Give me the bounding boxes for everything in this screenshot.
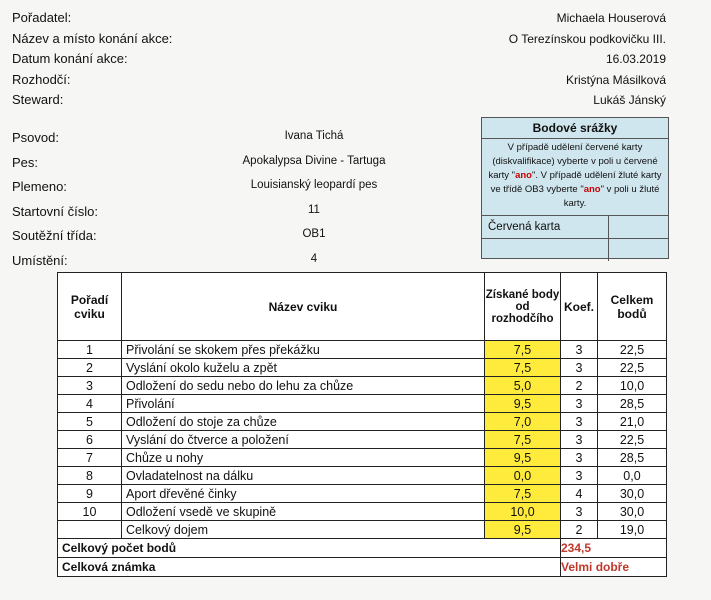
placement-label: Umístění: [12, 252, 68, 268]
total-points-value: 234,5 [561, 539, 667, 558]
table-header-row [58, 273, 667, 341]
dog-label: Pes: [12, 154, 39, 170]
exercise-score[interactable]: 7,5 [485, 431, 561, 449]
event-date-label: Datum konání akce: [12, 51, 128, 66]
table-row [58, 467, 667, 485]
exercise-total: 22,5 [598, 341, 667, 359]
exercise-number [58, 521, 122, 539]
info-values [224, 124, 404, 271]
exercise-number: 9 [58, 485, 122, 503]
exercise-name: Aport dřevěné činky [122, 485, 485, 503]
ano-keyword: ano [515, 170, 532, 181]
instruction-part-b: ". V případě udělení žluté karty ve třídě OB3 vyberte " [490, 170, 662, 195]
handler-label: Psovod: [12, 130, 59, 145]
table-row [58, 521, 667, 539]
penalty-box-instructions [482, 139, 668, 215]
steward-value: Lukáš Jánský [593, 93, 666, 107]
exercise-coef: 3 [561, 431, 598, 449]
exercise-name: Vyslání do čtverce a položení [122, 431, 485, 449]
header-right [406, 8, 666, 111]
exercise-number: 1 [58, 341, 122, 359]
exercise-total: 30,0 [598, 485, 667, 503]
exercise-coef: 3 [561, 413, 598, 431]
organizer-label: Pořadatel: [12, 10, 72, 25]
exercise-score[interactable]: 9,5 [485, 395, 561, 413]
start-number-label: Startovní číslo: [12, 203, 98, 219]
yellow-card-label [482, 239, 609, 261]
exercise-name: Odložení do stoje za chůze [122, 413, 485, 431]
exercise-coef: 2 [561, 377, 598, 395]
total-points-label: Celkový počet bodů [58, 539, 561, 558]
exercise-name: Odložení do sedu nebo do lehu za chůze [122, 377, 485, 395]
event-date-value: 16.03.2019 [605, 52, 666, 66]
exercise-total: 0,0 [598, 467, 667, 485]
exercise-coef: 3 [561, 341, 598, 359]
exercise-score[interactable]: 10,0 [485, 503, 561, 521]
grade-value: Velmi dobře [561, 558, 667, 577]
penalty-box-title: Bodové srážky [482, 118, 668, 139]
exercise-coef: 4 [561, 485, 598, 503]
table-row [58, 449, 667, 467]
exercise-number: 8 [58, 467, 122, 485]
ano-keyword: ano [583, 184, 601, 195]
instruction-part-a: V případě udělení červené karty (diskvalifikace) vyberte v poli u červené karty " [488, 142, 658, 181]
organizer-value: Michaela Houserová [556, 11, 666, 25]
exercise-name: Odložení vsedě ve skupině [122, 503, 485, 521]
table-row [58, 431, 667, 449]
exercise-coef: 3 [561, 359, 598, 377]
yellow-card-input[interactable] [609, 239, 668, 261]
start-number-value: 11 [308, 203, 320, 216]
exercise-number: 5 [58, 413, 122, 431]
exercise-name: Přivolání [122, 395, 485, 413]
header-coef: Koef. [561, 273, 598, 341]
exercise-number: 2 [58, 359, 122, 377]
steward-label: Steward: [12, 92, 64, 107]
table-row [58, 377, 667, 395]
exercise-score[interactable]: 7,5 [485, 359, 561, 377]
header-total: Celkem bodů [598, 273, 667, 341]
exercise-total: 22,5 [598, 431, 667, 449]
exercise-number: 6 [58, 431, 122, 449]
exercise-coef: 2 [561, 521, 598, 539]
table-row [58, 485, 667, 503]
breed-value: Louisianský leopardí pes [250, 179, 378, 191]
exercise-number: 10 [58, 503, 122, 521]
red-card-label: Červená karta [482, 216, 609, 238]
yellow-card-row [482, 238, 668, 261]
dog-value: Apokalypsa Divine - Tartuga [242, 154, 386, 167]
exercise-name: Přivolání se skokem přes překážku [122, 341, 485, 359]
exercise-score[interactable]: 7,5 [485, 341, 561, 359]
class-label: Soutěžní třída: [12, 228, 97, 243]
exercise-name: Ovladatelnost na dálku [122, 467, 485, 485]
exercise-score[interactable]: 5,0 [485, 377, 561, 395]
red-card-input[interactable] [609, 216, 668, 238]
exercise-total: 30,0 [598, 503, 667, 521]
header-name: Název cviku [122, 273, 485, 341]
table-row [58, 395, 667, 413]
total-points-row [58, 539, 667, 558]
table-row [58, 413, 667, 431]
exercise-score[interactable]: 9,5 [485, 449, 561, 467]
event-name-value: O Terezínskou podkovičku III. [508, 31, 666, 46]
table-row [58, 341, 667, 359]
exercise-number: 7 [58, 449, 122, 467]
exercise-total: 28,5 [598, 449, 667, 467]
exercise-total: 28,5 [598, 395, 667, 413]
exercise-name: Vyslání okolo kuželu a zpět [122, 359, 485, 377]
exercise-rows [58, 341, 667, 539]
exercise-coef: 3 [561, 467, 598, 485]
info-labels [12, 126, 98, 273]
handler-value: Ivana Tichá [284, 130, 344, 142]
class-value: OB1 [302, 228, 326, 240]
header-order: Pořadí cviku [58, 273, 122, 341]
instruction-part-c: " v poli u žluté karty. [563, 184, 660, 209]
exercise-number: 3 [58, 377, 122, 395]
breed-label: Plemeno: [12, 179, 67, 194]
exercise-total: 19,0 [598, 521, 667, 539]
exercise-name: Chůze u nohy [122, 449, 485, 467]
header-left [12, 8, 172, 111]
exercise-name: Celkový dojem [122, 521, 485, 539]
exercise-coef: 3 [561, 449, 598, 467]
red-card-row [482, 215, 668, 238]
judge-label: Rozhodčí: [12, 71, 71, 87]
table-row [58, 359, 667, 377]
exercise-score[interactable]: 7,5 [485, 485, 561, 503]
grade-label: Celková známka [58, 558, 561, 577]
exercise-total: 10,0 [598, 377, 667, 395]
exercise-total: 22,5 [598, 359, 667, 377]
exercise-coef: 3 [561, 395, 598, 413]
exercise-total: 21,0 [598, 413, 667, 431]
exercise-number: 4 [58, 395, 122, 413]
exercise-score[interactable]: 9,5 [485, 521, 561, 539]
table-row [58, 503, 667, 521]
exercise-score[interactable]: 0,0 [485, 467, 561, 485]
header-score: Získané body od rozhodčího [485, 273, 561, 341]
event-name-label: Název a místo konání akce: [12, 30, 173, 46]
grade-row [58, 558, 667, 577]
exercise-score[interactable]: 7,0 [485, 413, 561, 431]
penalty-box [481, 117, 669, 259]
exercise-coef: 3 [561, 503, 598, 521]
judge-value: Kristýna Másilková [565, 72, 666, 87]
exercise-table [57, 272, 667, 577]
placement-value: 4 [310, 252, 318, 265]
